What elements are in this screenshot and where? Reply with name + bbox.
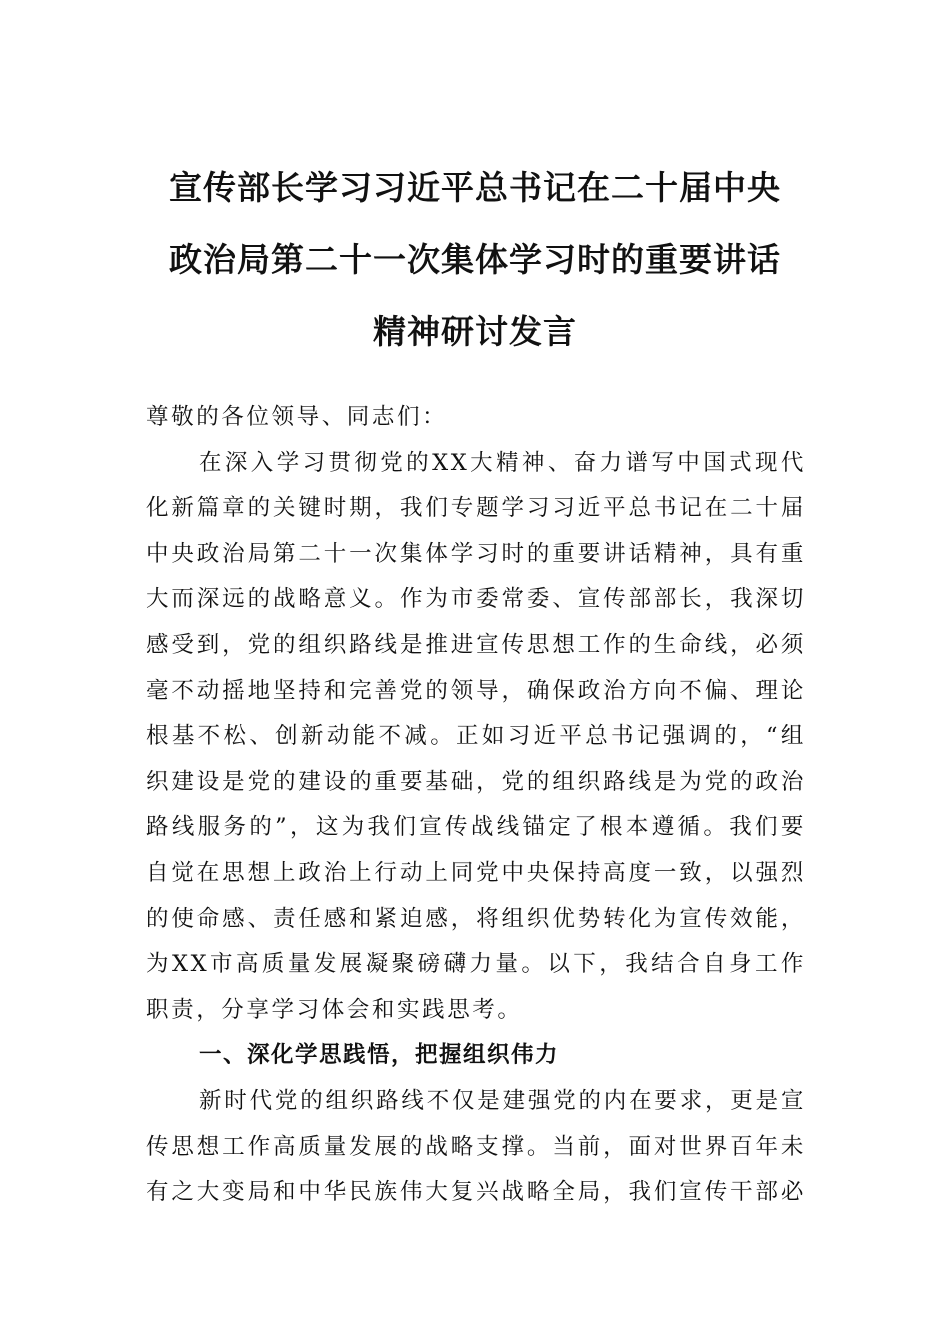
paragraph-1 xyxy=(146,441,806,1034)
title-line: 政治局第二十一次集体学习时的重要讲话 xyxy=(169,240,781,279)
document-body xyxy=(146,395,806,1216)
section-heading: 一、深化学思践悟，把握组织伟力 xyxy=(199,1042,560,1069)
paragraph-line: 感受到，党的组织路线是推进宣传思想工作的生命线，必须 xyxy=(146,631,806,658)
paragraph-line: 为XX市高质量发展凝聚磅礴力量。以下，我结合自身工作 xyxy=(146,951,806,978)
title-line: 精神研讨发言 xyxy=(373,312,577,351)
paragraph-line: 新时代党的组织路线不仅是建强党的内在要求，更是宣 xyxy=(199,1087,806,1114)
title-line: 宣传部长学习习近平总书记在二十届中央 xyxy=(169,168,781,207)
paragraph-line: 中央政治局第二十一次集体学习时的重要讲话精神，具有重 xyxy=(146,540,806,567)
salutation: 尊敬的各位领导、同志们： xyxy=(146,404,448,430)
paragraph-2 xyxy=(146,1079,806,1216)
paragraph-line: 有之大变局和中华民族伟大复兴战略全局，我们宣传干部必 xyxy=(146,1179,806,1206)
paragraph-line: 化新篇章的关键时期，我们专题学习习近平总书记在二十届 xyxy=(146,495,806,522)
paragraph-line: 职责，分享学习体会和实践思考。 xyxy=(146,996,523,1023)
paragraph-line: 的使命感、责任感和紧迫感，将组织优势转化为宣传效能， xyxy=(146,905,806,932)
paragraph-line: 毫不动摇地坚持和完善党的领导，确保政治方向不偏、理论 xyxy=(146,677,806,704)
paragraph-line: 大而深远的战略意义。作为市委常委、宣传部部长，我深切 xyxy=(146,586,806,613)
paragraph-line: 根基不松、创新动能不减。正如习近平总书记强调的，“组 xyxy=(146,723,806,750)
paragraph-line: 在深入学习贯彻党的XX大精神、奋力谱写中国式现代 xyxy=(199,449,806,476)
paragraph-line: 传思想工作高质量发展的战略支撑。当前，面对世界百年未 xyxy=(146,1133,806,1160)
document-title xyxy=(120,152,830,368)
paragraph-line: 自觉在思想上政治上行动上同党中央保持高度一致，以强烈 xyxy=(146,859,806,886)
paragraph-line: 路线服务的”，这为我们宣传战线锚定了根本遵循。我们要 xyxy=(146,814,806,841)
paragraph-line: 织建设是党的建设的重要基础，党的组织路线是为党的政治 xyxy=(146,768,806,795)
